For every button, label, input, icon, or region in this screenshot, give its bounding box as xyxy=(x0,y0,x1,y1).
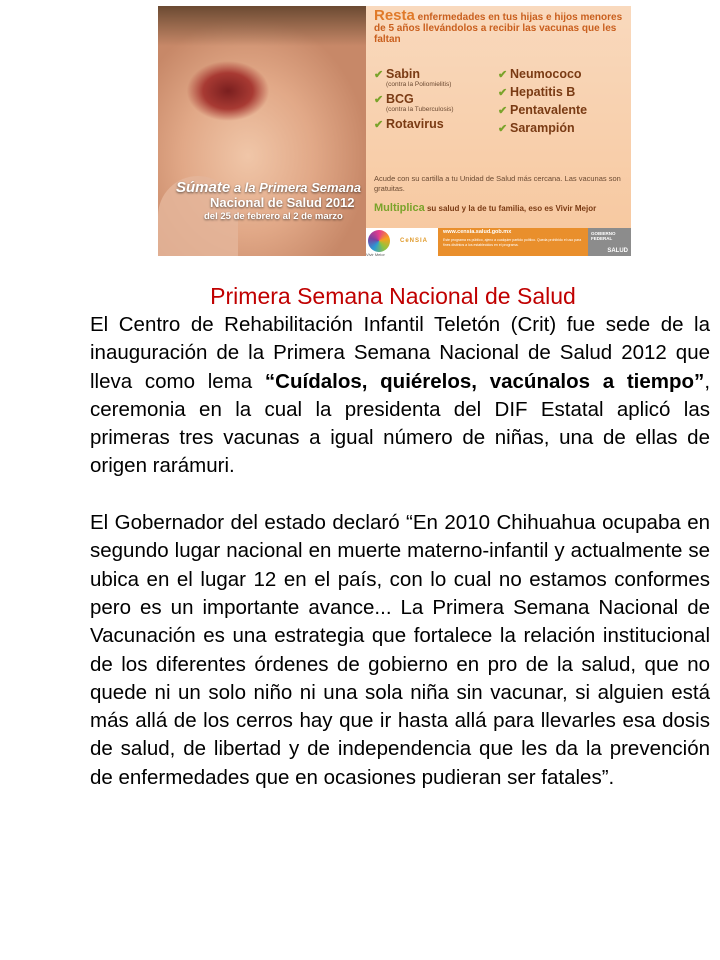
photo-hair-shade xyxy=(158,6,366,46)
check-icon: ✔ xyxy=(498,105,508,117)
vaccine-list-left xyxy=(374,68,454,136)
vaccine-item xyxy=(498,104,587,118)
article-slogan: “Cuídalos, quiérelos, vacúnalos a tiempo” xyxy=(264,369,705,393)
vaccine-item xyxy=(374,93,454,114)
headline-strong: Resta xyxy=(374,7,415,24)
vivir-mejor-logo-text: Vivir Mejor xyxy=(366,252,385,256)
poster-url: www.censia.salud.gob.mx xyxy=(443,229,512,235)
poster-headline xyxy=(374,7,626,45)
caption-line-3: del 25 de febrero al 2 de marzo xyxy=(204,211,343,222)
check-icon: ✔ xyxy=(374,94,384,106)
p1-before: El Centro de Rehabilitación Infantil Teletón (Crit) fue sede de la inauguración de la Primera Semana Nacional de Salud 2012 que lleva como lema xyxy=(90,313,710,393)
vaccine-item xyxy=(498,86,587,100)
multiplica-strong: Multiplica xyxy=(374,202,425,214)
caption-line-1-rest: a la Primera Semana xyxy=(233,180,362,195)
poster-note: Acude con su cartilla a tu Unidad de Salud más cercana. Las vacunas son gratuitas. xyxy=(374,174,621,193)
check-icon: ✔ xyxy=(498,69,508,81)
gov-text xyxy=(591,231,616,241)
check-icon: ✔ xyxy=(374,119,384,131)
vaccine-item xyxy=(498,68,587,82)
footer-orange-band xyxy=(438,228,588,256)
vaccine-list-right xyxy=(498,68,587,140)
check-icon: ✔ xyxy=(498,123,508,135)
check-icon: ✔ xyxy=(498,87,508,99)
caption-line-2: Nacional de Salud 2012 xyxy=(210,195,355,210)
vaccine-name: Rotavirus xyxy=(386,117,444,131)
vaccine-sub: (contra la Tuberculosis) xyxy=(386,106,454,113)
vaccine-name: Hepatitis B xyxy=(510,85,576,99)
caption-line-1 xyxy=(176,180,366,195)
vivir-mejor-logo-icon xyxy=(366,230,390,256)
article-body xyxy=(90,311,710,792)
vaccine-item xyxy=(498,122,587,136)
poster-footer xyxy=(366,228,631,256)
article-title: Primera Semana Nacional de Salud xyxy=(210,283,576,309)
vaccine-item xyxy=(374,68,454,89)
vaccine-sub: (contra la Poliomielitis) xyxy=(386,81,452,88)
child-photo xyxy=(158,6,366,256)
gov-salud: SALUD xyxy=(607,248,628,254)
article-paragraph-1 xyxy=(90,311,710,481)
poster-legal-text: Este programa es público, ajeno a cualquier partido político. Queda prohibido el uso para fines distintos a los establecidos en el programa. xyxy=(443,238,582,247)
poster-info-panel xyxy=(366,6,631,228)
check-icon: ✔ xyxy=(374,69,384,81)
gobierno-federal-logo xyxy=(588,228,631,256)
vaccine-item xyxy=(374,118,454,132)
headline-rest: enfermedades en tus hijas e hijos menores de 5 años llevándolos a recibir las vacunas que les faltan xyxy=(374,12,623,45)
vaccine-name: Sarampión xyxy=(510,121,575,135)
vaccine-name: Neumococo xyxy=(510,67,582,81)
censia-logo: CeNSIA xyxy=(399,238,428,244)
multiplica-rest: su salud y la de tu familia, eso es Vivir Mejor xyxy=(426,204,597,213)
gov-line-2: FEDERAL xyxy=(591,236,613,241)
caption-sumate: Súmate xyxy=(176,179,231,196)
poster-multiplica xyxy=(374,202,630,214)
vaccine-name: BCG xyxy=(386,92,414,106)
p1-after: , ceremonia en la cual la presidenta del DIF Estatal aplicó las primeras tres vacunas a igual número de niñas, una de ellas de origen rarámuri. xyxy=(90,369,711,478)
vaccination-poster xyxy=(158,6,631,256)
gov-line-1: GOBIERNO xyxy=(591,231,616,236)
vaccine-name: Sabin xyxy=(386,67,421,81)
article-paragraph-2: El Gobernador del estado declaró “En 2010 Chihuahua ocupaba en segundo lugar nacional en muerte materno-infantil y actualmente se ubica en el lugar 12 en el país, con lo cual no estamos conformes pero es un importante avance... La Primera Semana Nacional de Vacunación es una estrategia que fortalece la relación institucional de los diferentes órdenes de gobierno en pro de la salud, que no quede ni un solo niño ni una sola niña sin vacunar, si alguien está más allá de los cerros hay que ir hasta allá para llevarles esa dosis de salud, de libertad y de independencia que les da la prevención de enfermedades que en ocasiones pudieran ser fatales”. xyxy=(90,511,710,789)
poster-caption xyxy=(176,180,366,224)
vaccine-name: Pentavalente xyxy=(510,103,588,117)
